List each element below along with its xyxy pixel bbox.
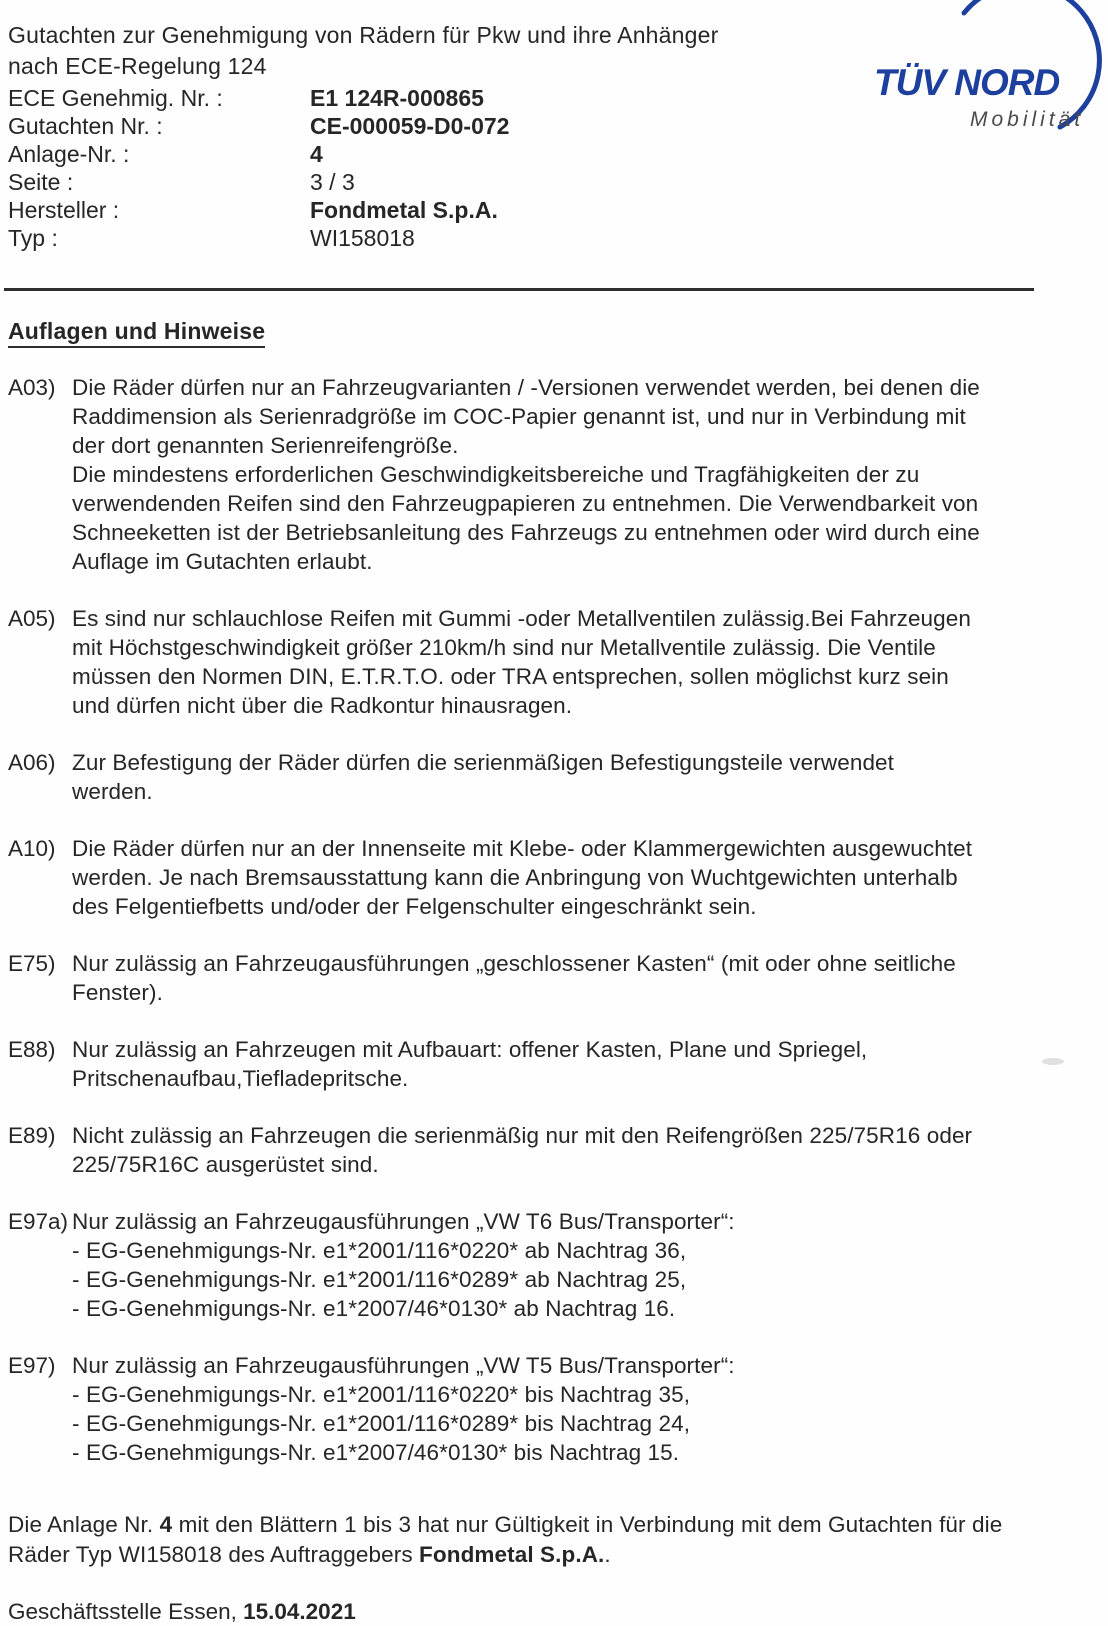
clause-text: Die Räder dürfen nur an der Innenseite mit Klebe- oder Klammergewichten ausgewuchtet werden. Je nach Bremsausstattung kann die Anbringung von Wuchtgewichten unterhalb des Felgentiefbetts und/oder der Felgenschulter eingeschränkt sein. (72, 836, 973, 919)
validity-text: . (604, 1542, 611, 1567)
clause-code: E97) (8, 1353, 56, 1378)
field-value: CE-000059-D0-072 (310, 113, 510, 139)
field-label: Hersteller : (8, 197, 120, 223)
clause-item-a06 (8, 748, 1094, 806)
field-value: 3 / 3 (310, 169, 355, 195)
field-label: Gutachten Nr. : (8, 113, 163, 139)
clause-text: Nur zulässig an Fahrzeugausführungen „VW T5 Bus/Transporter“: - EG-Genehmigungs-Nr. e1*2001/116*0220* bis Nachtrag 35, - EG-Genehmigungs-Nr. e1*2001/116*0289* bis Nachtrag 24, - EG-Genehmigungs-Nr. e1*2007/46*0130* bis Nachtrag 15. (72, 1353, 735, 1465)
clause-code: E88) (8, 1037, 56, 1062)
clause-item-a03 (8, 373, 1094, 576)
clause-item-a10 (8, 834, 1094, 921)
clause-text: Nur zulässig an Fahrzeugausführungen „geschlossener Kasten“ (mit oder ohne seitliche Fenster). (72, 951, 956, 1005)
clause-code: A06) (8, 750, 56, 775)
clause-text: Die Räder dürfen nur an Fahrzeugvarianten / -Versionen verwendet werden, bei denen die Raddimension als Serienradgröße im COC-Papier genannt ist, und nur in Verbindung mit der dort genannten Serienreifengröße. Die mindestens erforderlichen Geschwindigkeitsbereiche und Tragfähigkeiten der zu verwendenden Reifen sind den Fahrzeugpapieren zu entnehmen. Die Verwendbarkeit von Schneeketten ist der Betriebsanleitung des Fahrzeugs zu entnehmen oder wird durch eine Auflage im Gutachten erlaubt. (72, 375, 980, 574)
clause-code: E75) (8, 951, 56, 976)
field-value: 4 (310, 141, 323, 167)
field-row-typ (8, 224, 1094, 252)
office-text: Geschäftsstelle Essen, (8, 1599, 244, 1624)
clause-code: E97a) (8, 1209, 69, 1234)
document-title: Gutachten zur Genehmigung von Rädern für Pkw und ihre Anhänger nach ECE-Regelung 124 (8, 22, 719, 79)
field-label: Typ : (8, 225, 58, 251)
validity-text: Die Anlage Nr. (8, 1512, 160, 1537)
field-label: Seite : (8, 169, 74, 195)
clause-item-e97a (8, 1207, 1094, 1323)
document-date: 15.04.2021 (243, 1599, 356, 1624)
tuv-nord-brand-text: TÜV NORD (874, 62, 1060, 103)
office-date-line (8, 1597, 1094, 1626)
clause-code: A05) (8, 606, 56, 631)
clause-code: A03) (8, 375, 56, 400)
clause-item-e75 (8, 949, 1094, 1007)
field-value: Fondmetal S.p.A. (310, 197, 498, 223)
clause-text: Nur zulässig an Fahrzeugausführungen „VW T6 Bus/Transporter“: - EG-Genehmigungs-Nr. e1*2001/116*0220* ab Nachtrag 36, - EG-Genehmigungs-Nr. e1*2001/116*0289* ab Nachtrag 25, - EG-Genehmigungs-Nr. e1*2007/46*0130* ab Nachtrag 16. (72, 1209, 735, 1321)
clause-code: E89) (8, 1123, 56, 1148)
field-row-hersteller (8, 196, 1094, 224)
clause-text: Es sind nur schlauchlose Reifen mit Gummi -oder Metallventilen zulässig.Bei Fahrzeugen mit Höchstgeschwindigkeit größer 210km/h sind nur Metallventile zulässig. Die Ventile müssen den Normen DIN, E.T.R.T.O. oder TRA entsprechen, sollen möglichst kurz sein und dürfen nicht über die Radkontur hinausragen. (72, 606, 972, 718)
field-label: ECE Genehmig. Nr. : (8, 85, 223, 111)
clause-item-e88 (8, 1035, 1094, 1093)
scan-artifact (1042, 1058, 1064, 1065)
field-value: WI158018 (310, 225, 415, 251)
anlage-number: 4 (159, 1512, 173, 1537)
clause-item-e97 (8, 1351, 1094, 1467)
tuv-nord-subtitle: Mobilität (970, 108, 1085, 131)
clause-text: Zur Befestigung der Räder dürfen die serienmäßigen Befestigungsteile verwendet werden. (72, 750, 895, 804)
clause-list (8, 373, 1094, 1467)
client-name: Fondmetal S.p.A. (419, 1542, 605, 1567)
clause-item-a05 (8, 604, 1094, 720)
clause-text: Nicht zulässig an Fahrzeugen die serienmäßig nur mit den Reifengrößen 225/75R16 oder 225/75R16C ausgerüstet sind. (72, 1123, 973, 1177)
validity-note (8, 1510, 1068, 1570)
clause-text: Nur zulässig an Fahrzeugen mit Aufbauart: offener Kasten, Plane und Spriegel, Pritschenaufbau,Tiefladepritsche. (72, 1037, 868, 1091)
field-label: Anlage-Nr. : (8, 141, 130, 167)
clause-code: A10) (8, 836, 56, 861)
section-heading: Auflagen und Hinweise (8, 318, 265, 348)
validity-text: mit den Blättern 1 bis 3 hat nur Gültigkeit in Verbindung mit dem Gutachten für die Räder Typ WI158018 des Auftraggebers (8, 1512, 1003, 1567)
clause-item-e89 (8, 1121, 1094, 1179)
field-row-seite (8, 168, 1094, 196)
tuv-nord-logo (852, 0, 1108, 146)
field-value: E1 124R-000865 (310, 85, 484, 111)
